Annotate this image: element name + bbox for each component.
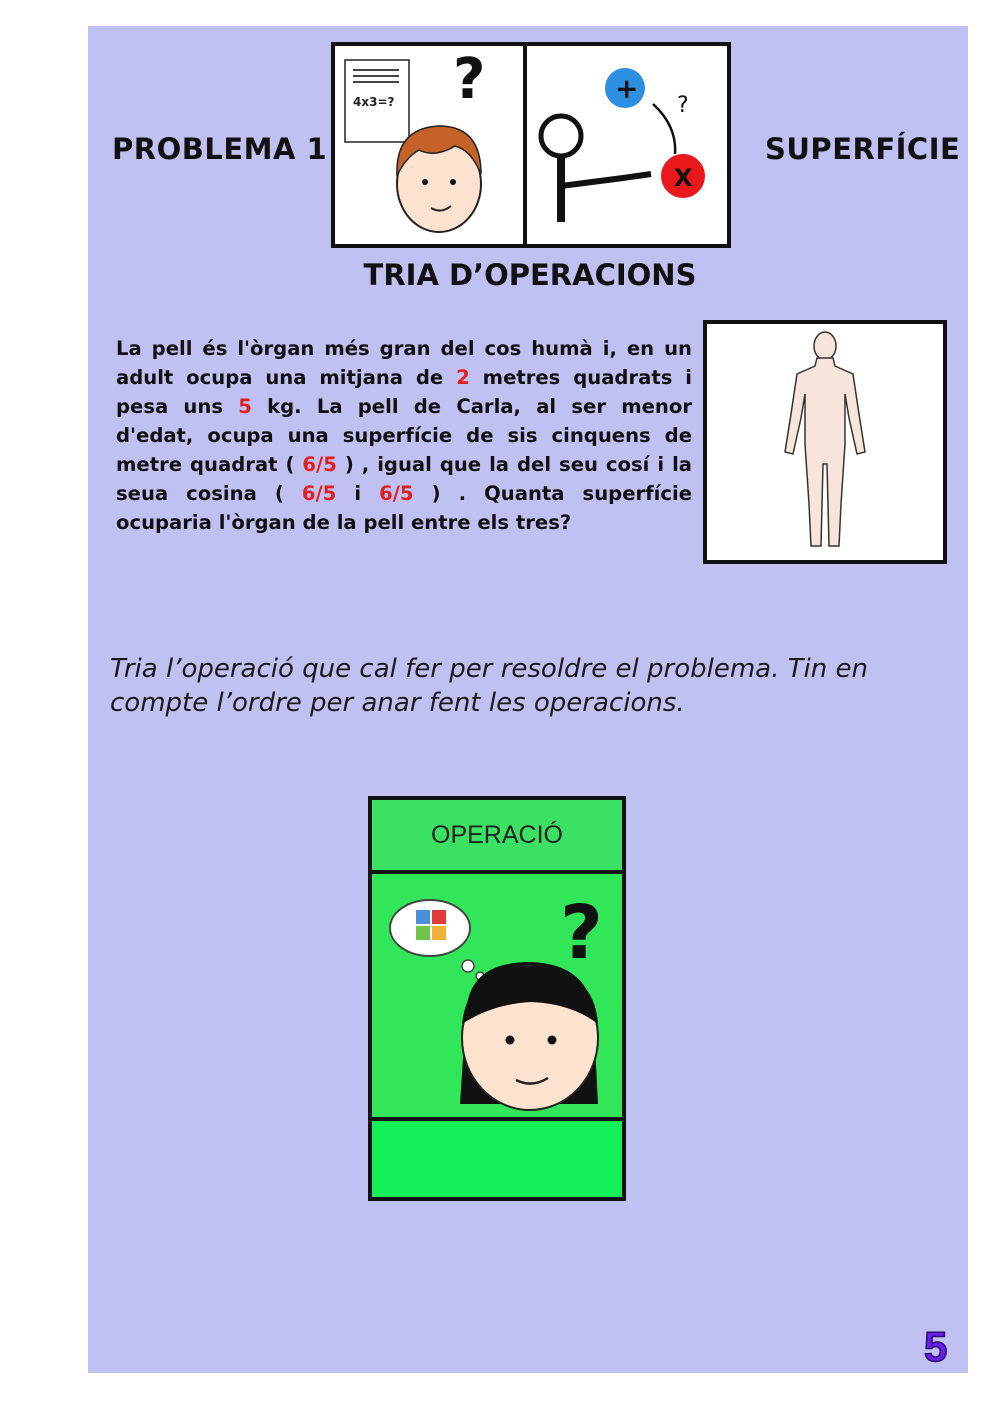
section-subtitle: TRIA D’OPERACIONS	[363, 258, 697, 292]
x-symbol: X	[674, 164, 693, 192]
highlight-number: 6/5	[302, 453, 337, 476]
highlight-number: 2	[456, 366, 470, 389]
small-question-mark: ?	[677, 93, 689, 118]
highlight-number: 6/5	[379, 482, 414, 505]
page-number: 5	[924, 1323, 948, 1370]
plus-symbol: +	[615, 72, 639, 105]
choose-operation-icon	[527, 46, 727, 244]
problem-statement: La pell és l'òrgan més gran del cos humà i, en un adult ocupa una mitjana de 2 metres quadrats i pesa uns 5 kg. La pell de Carla, al ser menor d'edat, ocupa una superfície de sis cinquens de metre quadrat ( 6/5 ) , igual que la del seu cosí i la seua cosina ( 6/5 i 6/5 ) . Quanta superfície ocuparia l'òrgan de la pell entre els tres?	[116, 337, 693, 534]
operation-card-image	[372, 874, 622, 1121]
pictogram-choose	[523, 42, 731, 248]
human-body-image	[703, 320, 947, 564]
problem-title: PROBLEMA 1	[112, 132, 328, 166]
operation-card	[368, 796, 626, 1201]
pictogram-problem	[331, 42, 527, 248]
operation-card-header: OPERACIÓ	[372, 800, 622, 874]
thinking-boy-icon	[335, 46, 523, 244]
thinking-girl-icon	[372, 874, 622, 1117]
highlight-number: 6/5	[301, 482, 337, 505]
instruction-text: Tria l’operació que cal fer per resoldre el problema. Tin en compte l’ordre per anar fent les operacions.	[110, 654, 868, 718]
human-body-icon	[707, 324, 943, 560]
highlight-number: 5	[238, 395, 252, 418]
topic-title: SUPERFÍCIE	[765, 132, 961, 166]
question-mark: ?	[560, 890, 603, 976]
math-card-text: 4x3=?	[353, 95, 395, 109]
question-mark: ?	[453, 47, 486, 112]
operation-answer-box[interactable]	[372, 1121, 622, 1197]
